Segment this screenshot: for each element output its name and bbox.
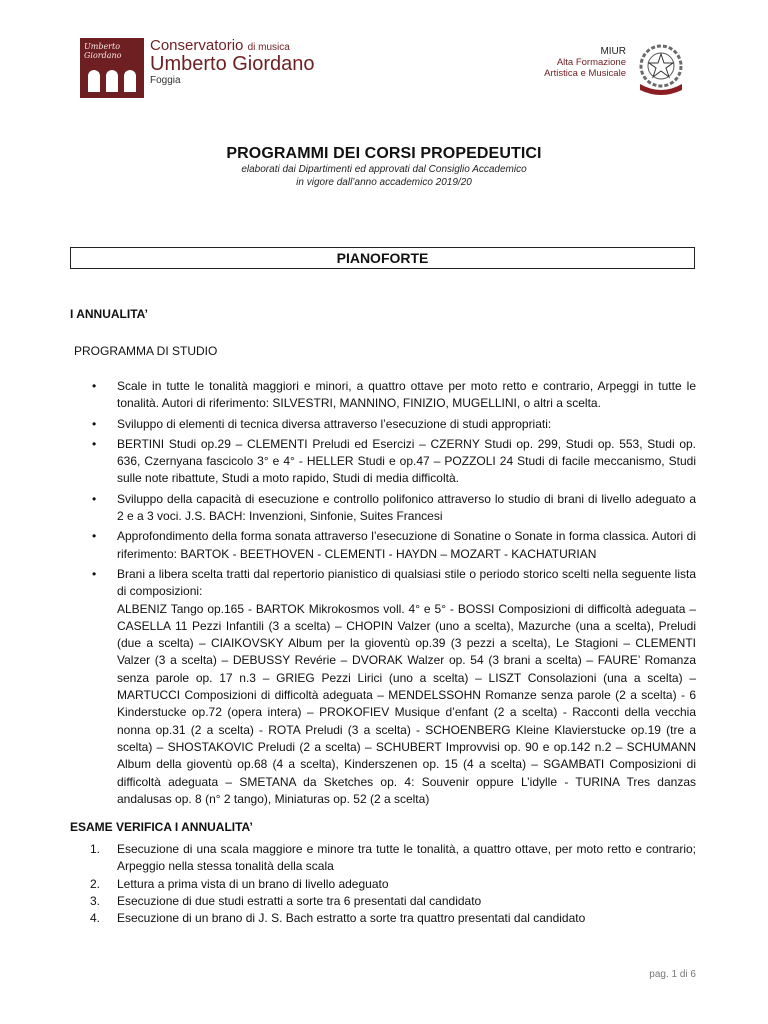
- list-item: • BERTINI Studi op.29 – CLEMENTI Preludi ed Esercizi – CZERNY Studi op. 299, Studi op. 553, Studi op. 636, Czernyana fascicolo 3° e 4° - HELLER Studi e op.47 – POZZOLI 24 Studi di facile meccanismo, Studi sulle note ribattute, Studi a moto rapido, Studi di media difficoltà.: [90, 436, 696, 488]
- section-heading-exam: ESAME VERIFICA I ANNUALITA’: [70, 820, 253, 834]
- republic-emblem-icon: [634, 40, 688, 96]
- list-item: • Scale in tutte le tonalità maggiori e minori, a quattro ottave per moto retto e contrario, Arpeggi in tutte le tonalità. Autori di riferimento: SILVESTRI, MANNINO, FINIZIO, MUGELLINI, o altri a scelta.: [90, 378, 696, 413]
- instrument-heading: PIANOFORTE: [70, 247, 695, 269]
- afam-line2: Artistica e Musicale: [544, 68, 626, 79]
- miur-label: MIUR: [600, 46, 626, 57]
- exam-list: [90, 841, 696, 927]
- subtitle-line-1: elaborati dai Dipartimenti ed approvati dal Consiglio Accademico: [241, 164, 527, 175]
- list-item: • Sviluppo di elementi di tecnica diversa attraverso l’esecuzione di studi appropriati:: [90, 416, 696, 433]
- conservatory-city: Foggia: [150, 75, 181, 86]
- conservatory-subword: di musica: [247, 42, 290, 53]
- letterhead: [80, 38, 690, 100]
- afam-line1: Alta Formazione: [556, 57, 626, 68]
- title-block: [0, 145, 768, 189]
- logo-signature: Umberto Giordano: [84, 42, 122, 60]
- list-item: • Approfondimento della forma sonata attraverso l’esecuzione di Sonatine o Sonate in forma classica. Autori di riferimento: BARTOK - BEETHOVEN - CLEMENTI - HAYDN – MOZART - KACHATURIAN: [90, 528, 696, 563]
- conservatory-logo: [80, 38, 144, 98]
- composition-list: ALBENIZ Tango op.165 - BARTOK Mikrokosmos voll. 4° e 5° - BOSSI Composizioni di difficoltà adeguata – CASELLA 11 Pezzi Infantili (3 a scelta) – CHOPIN Valzer (uno a scelta), Mazurche (una a scelta), Preludi (due a scelta) – CIAIKOVSKY Album per la gioventù op.39 (3 pezzi a scelta), Le Stagioni – CLEMENTI Valzer (3 a scelta) – DEBUSSY Revérie – DVORAK Walzer op. 54 (3 brani a scelta) – FAURE’ Romanza senza parole op. 17 n.3 – GRIEG Pezzi Lirici (uno a scelta) – LISZT Consolazioni (una a scelta) – MARTUCCI Composizioni di difficoltà adeguata – MENDELSSOHN Romanze senza parole (2 a scelta) - 6 Kinderstucke op.72 (opera intera) – PROKOFIEV Musique d’enfant (2 a scelta) - Racconti della vecchia nonna op.31 (2 a scelta) - ROTA Preludi (3 a scelta) - SCHOENBERG Kleine Klavierstucke op.19 (tre a scelta) – SHOSTAKOVIC Preludi (2 a scelta) – SCHUBERT Improvvisi op. 90 e op.142 n.2 – SCHUMANN Album della gioventù op.68 (4 a scelta), Kinderszenen op. 15 (4 a scelta) – SGAMBATI Composizioni di difficoltà adeguata – SMETANA da Sketches op. 4: Souvenir oppure L’idylle - TURINA Tres danzas andalusas op. 8 (n° 2 tango), Miniaturas op. 52 (2 a scelta): [117, 601, 696, 806]
- list-item: 2. Lettura a prima vista di un brano di livello adeguato: [90, 876, 389, 891]
- list-item: 4. Esecuzione di un brano di J. S. Bach estratto a sorte tra quattro presentati dal candidato: [90, 911, 586, 926]
- page-number: pag. 1 di 6: [649, 969, 696, 980]
- miur-block: [544, 46, 626, 79]
- list-item: • Brani a libera scelta tratti dal repertorio pianistico di qualsiasi stile o periodo storico scelti nella seguente lista di composizioni: ALBENIZ Tango op.165 - BARTOK Mikrokosmos voll. 4° e 5° - BOSSI Composizioni di difficoltà adeguata – CASELLA 11 Pezzi Infantili (3 a scelta) – CHOPIN Valzer (uno a scelta), Mazurche (una a scelta), Preludi (due a scelta) – CIAIKOVSKY Album per la gioventù op.39 (3 pezzi a scelta), Le Stagioni – CLEMENTI Valzer (3 a scelta) – DEBUSSY Revérie – DVORAK Walzer op. 54 (3 brani a scelta) – FAURE’ Romanza senza parole op. 17 n.3 – GRIEG Pezzi Lirici (uno a scelta) – LISZT Consolazioni (una a scelta) – MARTUCCI Composizioni di difficoltà adeguata – MENDELSSOHN Romanze senza parole (2 a scelta) - 6 Kinderstucke op.72 (opera intera) – PROKOFIEV Musique d’enfant (2 a scelta) - Racconti della vecchia nonna op.31 (2 a scelta) - ROTA Preludi (3 a scelta) - SCHOENBERG Kleine Klavierstucke op.19 (tre a scelta) – SHOSTAKOVIC Preludi (2 a scelta) – SCHUBERT Improvvisi op. 90 e op.142 n.2 – SCHUMANN Album della gioventù op.68 (4 a scelta), Kinderszenen op. 15 (4 a scelta) – SGAMBATI Composizioni di difficoltà adeguata – SMETANA da Sketches op. 4: Souvenir oppure L’idylle - TURINA Tres danzas andalusas op. 8 (n° 2 tango), Miniaturas op. 52 (2 a scelta): [90, 566, 696, 808]
- program-label: PROGRAMMA DI STUDIO: [74, 344, 218, 358]
- conservatory-word: Conservatorio: [150, 37, 244, 54]
- subtitle-line-2: in vigore dall’anno accademico 2019/20: [296, 177, 472, 188]
- page-title: PROGRAMMI DEI CORSI PROPEDEUTICI: [226, 145, 542, 162]
- conservatory-name: Umberto Giordano: [150, 53, 315, 75]
- list-item: • Sviluppo della capacità di esecuzione e controllo polifonico attraverso lo studio di brani di livello adeguato a 2 e a 3 voci. J.S. BACH: Invenzioni, Sinfonie, Suites Francesi: [90, 491, 696, 526]
- list-item: 1. Esecuzione di una scala maggiore e minore tra tutte le tonalità, a quattro ottave, per moto retto e contrario; Arpeggio nella stessa tonalità della scala: [90, 842, 696, 874]
- list-item: 3. Esecuzione di due studi estratti a sorte tra 6 presentati dal candidato: [90, 893, 482, 908]
- conservatory-name-block: [150, 38, 315, 86]
- study-program-list: [90, 378, 696, 811]
- section-heading-first-year: I ANNUALITA’: [70, 307, 148, 321]
